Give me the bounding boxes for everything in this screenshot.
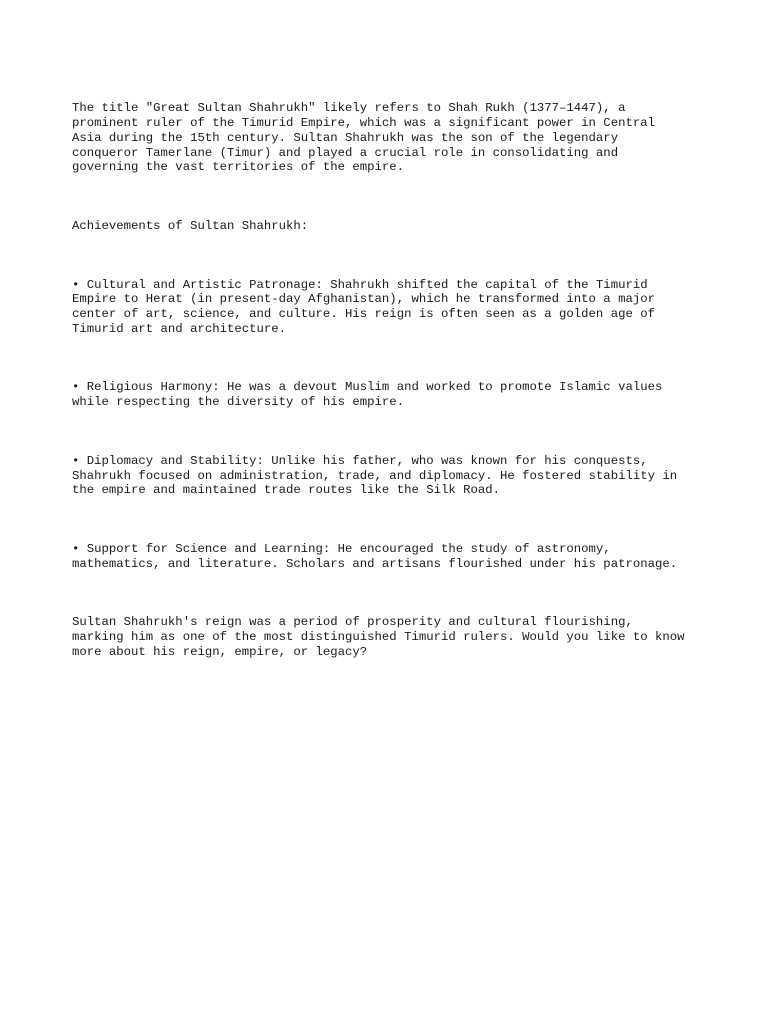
document-body xyxy=(72,72,712,689)
achievements-heading: Achievements of Sultan Shahrukh: xyxy=(72,218,309,233)
intro-paragraph: The title "Great Sultan Shahrukh" likely refers to Shah Rukh (1377–1447), a prominent ruler of the Timurid Empire, which was a significant power in Central Asia during the 15th century. Sultan Shahrukh was the son of the legendary conqueror Tamerlane (Timur) and played a crucial role in consolidating and governing the vast territories of the empire. xyxy=(72,101,655,175)
achievement-item-diplomacy: • Diplomacy and Stability: Unlike his father, who was known for his conquests, Shahrukh focused on administration, trade, and diplomacy. He fostered stability in the empire and maintained trade routes like the Silk Road. xyxy=(72,453,678,498)
achievement-item-religious: • Religious Harmony: He was a devout Muslim and worked to promote Islamic values while respecting the diversity of his empire. xyxy=(72,380,663,410)
conclusion-paragraph: Sultan Shahrukh's reign was a period of prosperity and cultural flourishing, marking him as one of the most distinguished Timurid rulers. Would you like to know more about his reign, empire, or legacy? xyxy=(72,615,685,659)
achievement-item-cultural: • Cultural and Artistic Patronage: Shahrukh shifted the capital of the Timurid Empire to Herat (in present-day Afghanistan), which he transformed into a major center of art, science, and culture. His reign is often seen as a golden age of Timurid art and architecture. xyxy=(72,277,655,336)
achievement-item-science: • Support for Science and Learning: He encouraged the study of astronomy, mathematics, and literature. Scholars and artisans flourished under his patronage. xyxy=(72,541,678,571)
